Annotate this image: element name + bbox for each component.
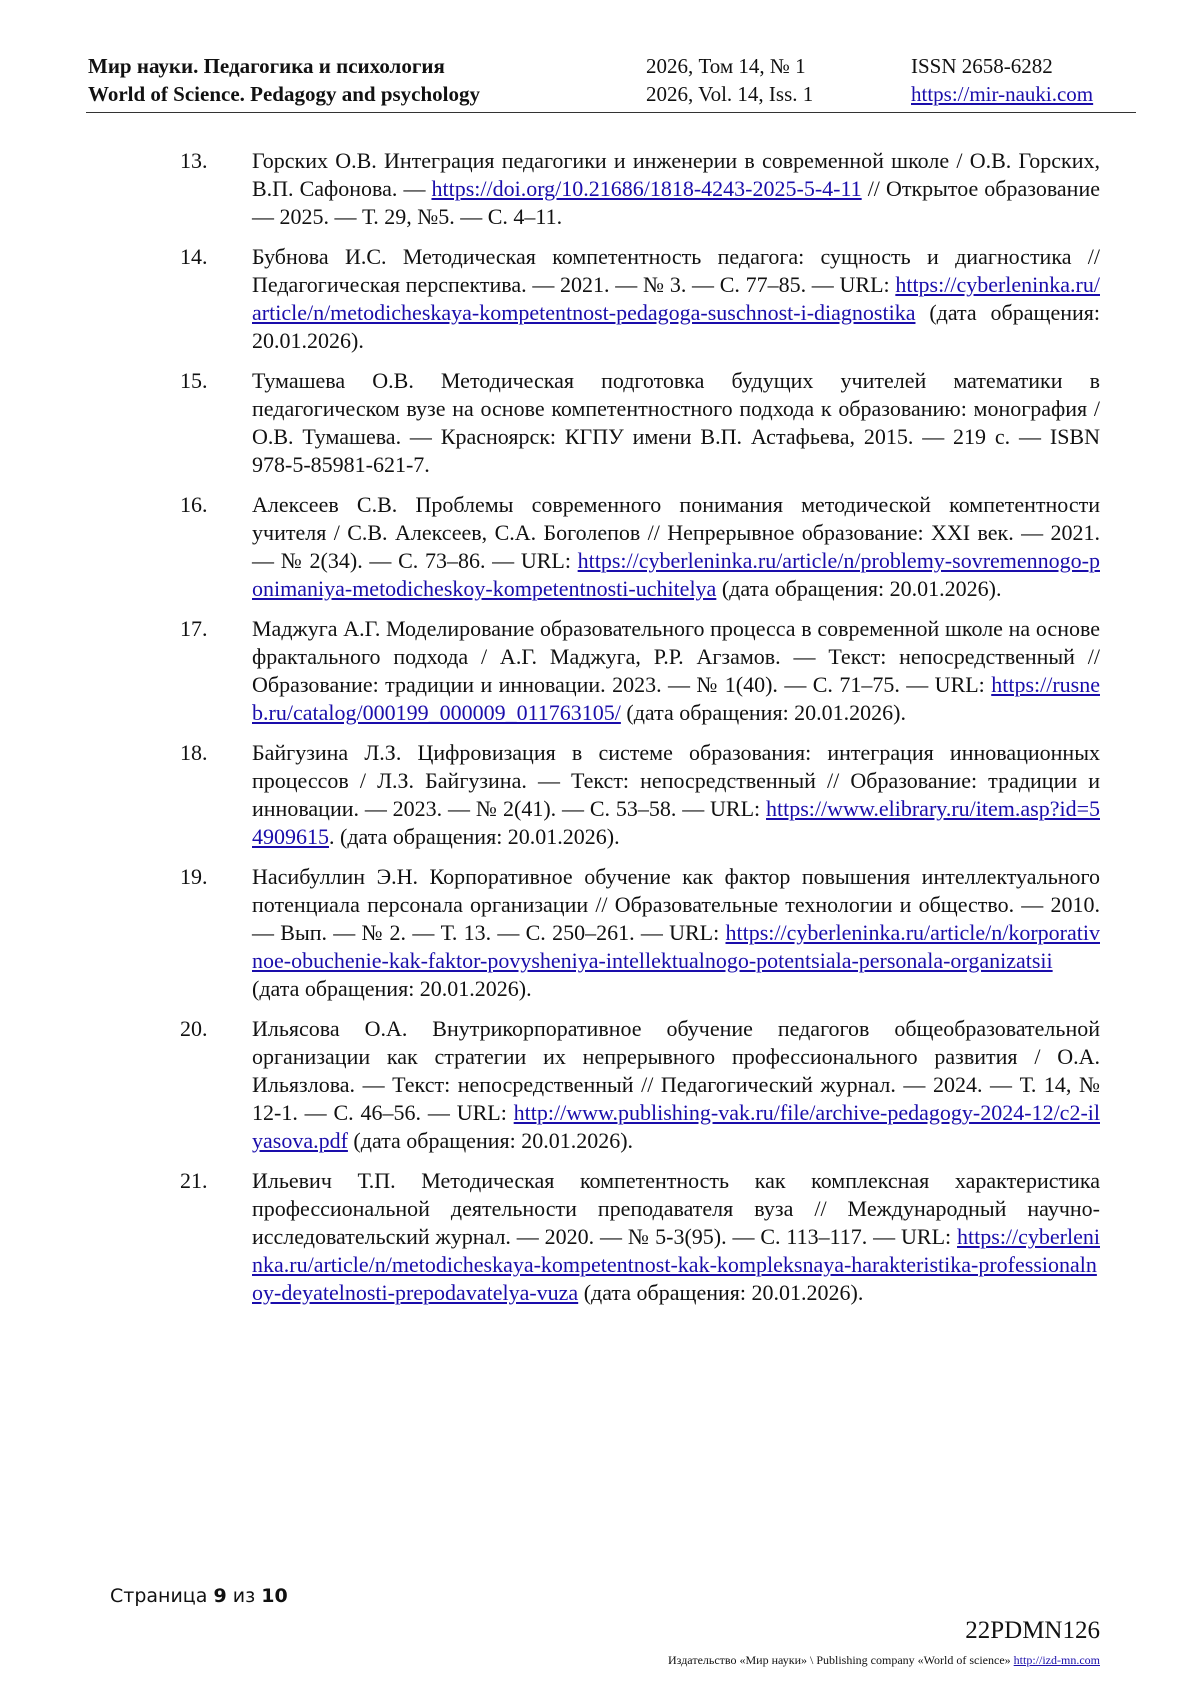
reference-number: 18. — [180, 740, 208, 765]
journal-site-link[interactable]: https://mir-nauki.com — [911, 82, 1094, 106]
reference-text — [252, 367, 1100, 479]
journal-title-block — [88, 52, 480, 108]
reference-number: 21. — [180, 1168, 208, 1193]
reference-number: 19. — [180, 864, 208, 889]
reference-item — [180, 147, 1100, 231]
reference-citation: Ильевич Т.П. Методическая компетентность как комплексная характеристика профессиональной деятельности преподавателя вуза // Международный научно-исследовательский журнал. — 2020. — № 5-3(95). — С. 113–117. — URL: — [252, 1168, 1100, 1249]
reference-link[interactable]: https://rusneb.ru/catalog/000199_000009_011763105/ — [252, 672, 1100, 725]
reference-number: 14. — [180, 244, 208, 269]
issn: ISSN 2658-6282 — [911, 54, 1053, 78]
reference-text — [252, 615, 1100, 727]
reference-access-date: (дата обращения: 20.01.2026). — [716, 576, 1002, 601]
reference-link[interactable]: https://doi.org/10.21686/1818-4243-2025-5-4-11 — [431, 176, 862, 201]
reference-access-date: (дата обращения: 20.01.2026). — [578, 1280, 864, 1305]
page-header — [86, 50, 1136, 113]
reference-item — [180, 367, 1100, 479]
reference-citation: Маджуга А.Г. Моделирование образовательного процесса в современной школе на основе фрактального подхода / А.Г. Маджуга, Р.Р. Агзамов. — Текст: непосредственный // Образование: традиции и инновации. 2023. — № 1(40). — С. 71–75. — URL: — [252, 616, 1100, 697]
reference-access-date: . (дата обращения: 20.01.2026). — [329, 824, 620, 849]
reference-citation: Байгузина Л.З. Цифровизация в системе образования: интеграция инновационных процессов / Л.З. Байгузина. — Текст: непосредственный // Образование: традиции и инновации. — 2023. — № 2(41). — С. 53–58. — URL: — [252, 740, 1100, 821]
journal-title-ru: Мир науки. Педагогика и психология — [88, 54, 445, 78]
reference-access-date: (дата обращения: 20.01.2026). — [252, 300, 1100, 353]
reference-item — [180, 243, 1100, 355]
reference-number: 15. — [180, 368, 208, 393]
reference-number: 20. — [180, 1016, 208, 1041]
issn-block — [911, 52, 1093, 108]
reference-citation: Ильясова О.А. Внутрикорпоративное обучение педагогов общеобразовательной организации как стратегии их непрерывного профессионального развития / О.А. Ильязлова. — Текст: непосредственный // Педагогический журнал. — 2024. — Т. 14, № 12-1. — С. 46–56. — URL: — [252, 1016, 1100, 1125]
reference-link[interactable]: https://cyberleninka.ru/article/n/korporativnoe-obuchenie-kak-faktor-povysheniya-intellektualnogo-potentsiala-personala-organizatsii — [252, 920, 1100, 973]
page-number — [110, 1585, 288, 1607]
reference-link[interactable]: https://www.elibrary.ru/item.asp?id=54909615 — [252, 796, 1100, 849]
reference-link[interactable]: https://cyberleninka.ru/article/n/problemy-sovremennogo-ponimaniya-metodicheskoy-kompetentnosti-uchitelya — [252, 548, 1100, 601]
reference-item — [180, 863, 1100, 1003]
reference-number: 17. — [180, 616, 208, 641]
reference-item — [180, 1015, 1100, 1155]
page-label: Страница — [110, 1585, 208, 1607]
reference-text — [252, 491, 1100, 603]
reference-access-date: (дата обращения: 20.01.2026). — [620, 700, 907, 725]
reference-text — [252, 1167, 1100, 1307]
publisher-link[interactable]: http://izd-mn.com — [1013, 1653, 1100, 1667]
reference-text — [252, 147, 1100, 231]
reference-item — [180, 491, 1100, 603]
page-total: 10 — [261, 1585, 288, 1607]
reference-citation: Алексеев С.В. Проблемы современного понимания методической компетентности учителя / С.В. Алексеев, С.А. Боголепов // Непрерывное образование: XXI век. — 2021. — № 2(34). — С. 73–86. — URL: — [252, 492, 1100, 573]
reference-access-date: (дата обращения: 20.01.2026). — [252, 976, 532, 1001]
reference-citation: Тумашева О.В. Методическая подготовка будущих учителей математики в педагогическом вузе на основе компетентностного подхода к образованию: монография / О.В. Тумашева. — Красноярск: КГПУ имени В.П. Астафьева, 2015. — 219 с. — ISBN 978-5-85981-621-7. — [252, 368, 1100, 477]
reference-text — [252, 243, 1100, 355]
reference-text — [252, 863, 1100, 1003]
reference-link[interactable]: https://cyberleninka.ru/article/n/metodicheskaya-kompetentnost-pedagoga-suschnost-i-diagnostika — [252, 272, 1100, 325]
reference-item — [180, 615, 1100, 727]
publisher-text: Издательство «Мир науки» \ Publishing company «World of science» — [668, 1653, 1011, 1667]
reference-number: 16. — [180, 492, 208, 517]
reference-item — [180, 739, 1100, 851]
reference-item — [180, 1167, 1100, 1307]
article-code: 22PDMN126 — [965, 1617, 1100, 1644]
issue-en: 2026, Vol. 14, Iss. 1 — [646, 82, 814, 106]
page-of: из — [232, 1585, 256, 1607]
reference-text — [252, 1015, 1100, 1155]
reference-list — [180, 147, 1100, 1319]
reference-citation: Горских О.В. Интеграция педагогики и инженерии в современной школе / О.В. Горских, В.П. Сафонова. — — [252, 148, 1100, 201]
page-current: 9 — [213, 1585, 227, 1607]
reference-access-date: (дата обращения: 20.01.2026). — [347, 1128, 634, 1153]
reference-citation: Бубнова И.С. Методическая компетентность педагога: сущность и диагностика // Педагогическая перспектива. — 2021. — № 3. — С. 77–85. — URL: — [252, 244, 1100, 297]
journal-title-en: World of Science. Pedagogy and psychology — [88, 82, 481, 106]
reference-link[interactable]: http://www.publishing-vak.ru/file/archive-pedagogy-2024-12/c2-ilyasova.pdf — [252, 1100, 1100, 1153]
reference-access-date: // Открытое образование — 2025. — Т. 29, №5. — С. 4–11. — [252, 176, 1100, 229]
reference-number: 13. — [180, 148, 208, 173]
publisher-line — [668, 1653, 1100, 1668]
reference-text — [252, 739, 1100, 851]
reference-link[interactable]: https://cyberleninka.ru/article/n/metodicheskaya-kompetentnost-kak-kompleksnaya-harakteristika-professionalnoy-deyatelnosti-prepodavatelya-vuza — [252, 1224, 1100, 1305]
reference-citation: Насибуллин Э.Н. Корпоративное обучение как фактор повышения интеллектуального потенциала персонала организации // Образовательные технологии и общество. — 2010. — Вып. — № 2. — Т. 13. — С. 250–261. — URL: — [252, 864, 1100, 945]
issue-block — [646, 52, 813, 108]
issue-ru: 2026, Том 14, № 1 — [646, 54, 806, 78]
